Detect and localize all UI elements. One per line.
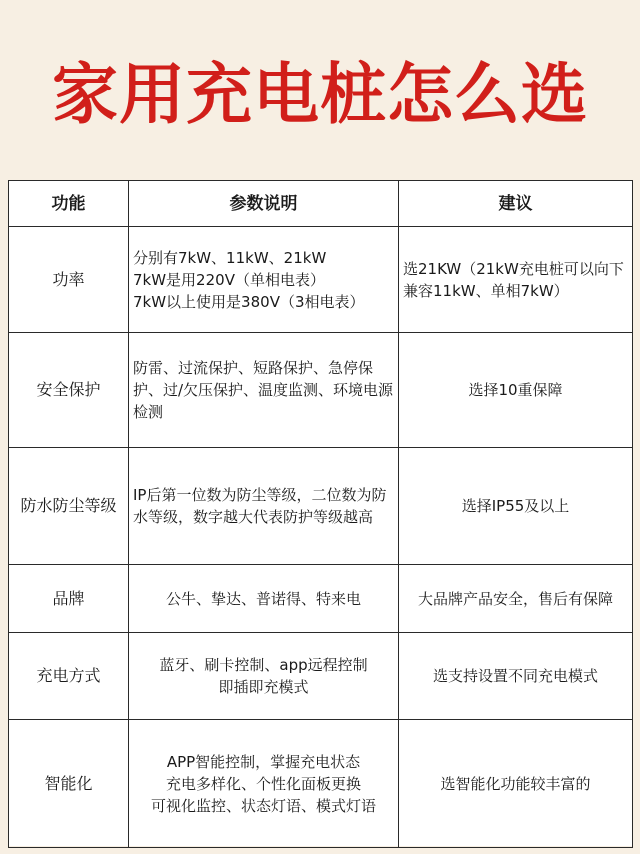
params-line: 公牛、挚达、普诺得、特来电 xyxy=(165,589,361,608)
params-line: 充电多样化、个性化面板更换 xyxy=(165,774,361,793)
table-row-smart xyxy=(9,720,633,848)
params-line: 蓝牙、刷卡控制、app远程控制 xyxy=(159,656,368,674)
feature-cell: 防水防尘等级 xyxy=(9,448,129,565)
advice-cell xyxy=(399,227,633,333)
params-line: 即插即充模式 xyxy=(218,678,309,696)
advice-cell: 大品牌产品安全，售后有保障 xyxy=(399,565,633,633)
advice-cell: 选智能化功能较丰富的 xyxy=(399,720,633,848)
feature-cell: 充电方式 xyxy=(9,633,129,720)
params-cell xyxy=(129,633,399,720)
header-advice: 建议 xyxy=(399,181,633,227)
params-cell xyxy=(129,333,399,448)
table-row-power xyxy=(9,227,633,333)
header-params: 参数说明 xyxy=(129,181,399,227)
params-cell xyxy=(129,227,399,333)
params-line: 分别有7kW、11kW、21kW xyxy=(133,248,327,267)
params-cell xyxy=(129,565,399,633)
feature-cell: 品牌 xyxy=(9,565,129,633)
advice-cell: 选支持设置不同充电模式 xyxy=(399,633,633,720)
params-line: 7kW以上使用是380V（3相电表） xyxy=(133,292,365,311)
params-line: 7kW是用220V（单相电表） xyxy=(133,270,325,289)
advice-text: 选21KW（21kW充电桩可以向下兼容11kW、单相7kW） xyxy=(403,259,624,300)
params-line: APP智能控制，掌握充电状态 xyxy=(166,752,361,771)
params-text: 防雷、过流保护、短路保护、急停保护、过/欠压保护、温度监测、环境电源检测 xyxy=(133,359,394,421)
header-feature: 功能 xyxy=(9,181,129,227)
params-line: 可视化监控、状态灯语、模式灯语 xyxy=(150,796,376,815)
comparison-table-container xyxy=(8,180,632,846)
params-text: IP后第一位数为防尘等级，二位数为防水等级，数字越大代表防护等级越高 xyxy=(133,486,387,526)
table-row-brand xyxy=(9,565,633,633)
comparison-table xyxy=(8,180,633,848)
feature-cell: 安全保护 xyxy=(9,333,129,448)
table-row-safety xyxy=(9,333,633,448)
feature-cell: 功率 xyxy=(9,227,129,333)
table-row-waterproof xyxy=(9,448,633,565)
advice-cell: 选择10重保障 xyxy=(399,333,633,448)
table-row-charging-mode xyxy=(9,633,633,720)
page-title: 家用充电桩怎么选 xyxy=(52,56,588,133)
advice-cell: 选择IP55及以上 xyxy=(399,448,633,565)
table-header-row xyxy=(9,181,633,227)
params-cell xyxy=(129,448,399,565)
params-cell xyxy=(129,720,399,848)
feature-cell: 智能化 xyxy=(9,720,129,848)
